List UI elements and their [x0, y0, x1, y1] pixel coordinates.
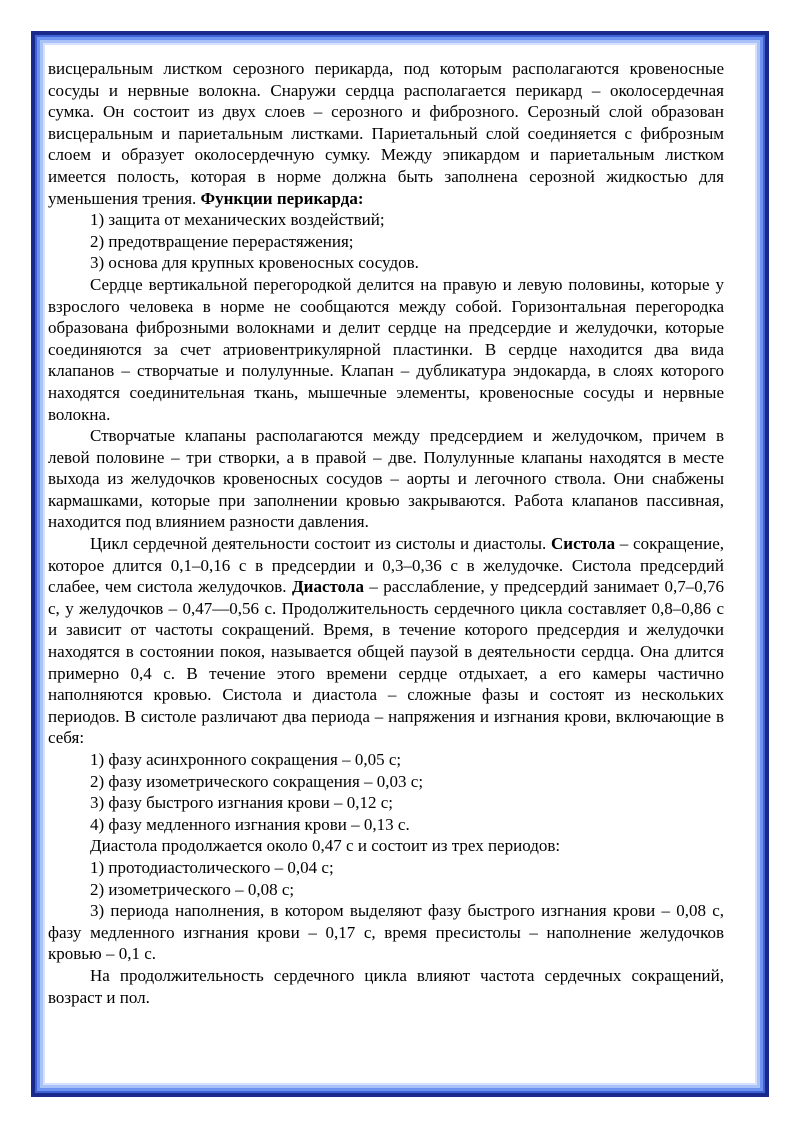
- bold-heading-pericardium-functions: Функции перикарда:: [200, 188, 364, 208]
- list-item: 1) протодиастолического – 0,04 с;: [90, 857, 334, 877]
- paragraph-text: – расслабление, у предсердий занимает 0,7–0,76 с, у желудочков – 0,47––0,56 с. Продолжительность сердечного цикла составляет 0,8–0,86 с и зависит от частоты сокращений. Время, в течение которого предсердия и желудочки находятся в состоянии покоя, называется общей паузой в деятельности сердца. Она длится примерно 0,4 с. В течение этого времени сердце отдыхает, а его камеры частично наполняются кровью. Систола и диастола – сложные фазы и состоят из нескольких периодов. В систоле различают два периода – напряжения и изгнания крови, включающие в себя:: [48, 577, 724, 748]
- list-item-filling-period: 3) периода наполнения, в котором выделяют фазу быстрого изгнания крови – 0,08 с, фазу медленного изгнания крови – 0,17 с, время пресистолы – наполнение желудочков кровью – 0,1 с.: [48, 901, 724, 964]
- list-item: 4) фазу медленного изгнания крови – 0,13 с.: [90, 814, 410, 834]
- paragraph-text: – сокращение, которое длится 0,1–0,16 с в предсердии и 0,3–0,36 с в желудочке. Систола предсердий слабее, чем систола желудочков.: [48, 534, 724, 597]
- paragraph-diastole-intro: Диастола продолжается около 0,47 с и состоит из трех периодов:: [90, 836, 561, 856]
- bold-term-systole: Систола: [551, 534, 616, 554]
- list-item: 1) защита от механических воздействий;: [90, 210, 385, 230]
- paragraph-septum: Сердце вертикальной перегородкой делится на правую и левую половины, которые у взрослого человека в норме не сообщаются между собой. Горизонтальная перегородка образована фиброзными волокнами и делит сердце на предсердие и желудочки, которые соединяются за счет атриовентрикулярной пластинки. В сердце находится два вида клапанов – створчатые и полулунные. Клапан – дубликатура эндокарда, в слоях которого находятся соединительная ткань, мышечные элементы, кровеносные сосуды и нервные волокна.: [48, 274, 724, 424]
- paragraph-text: висцеральным листком серозного перикарда, под которым располагаются кровеносные сосуды и нервные волокна. Снаружи сердца располагается перикард – околосердечная сумка. Он состоит из двух слоев – серозного и фиброзного. Серозный слой образован висцеральным и париетальным листками. Париетальный слой соединяется с фиброзным слоем и образует околосердечную сумку. Между эпикардом и париетальным листком имеется полость, которая в норме должна быть заполнена серозной жидкостью для уменьшения трения.: [48, 59, 724, 208]
- paragraph-valves: Створчатые клапаны располагаются между предсердием и желудочком, причем в левой половине – три створки, а в правой – две. Полулунные клапаны находятся в месте выхода из желудочков кровеносных сосудов – аорты и легочного ствола. Они снабжены кармашками, которые при заполнении кровью закрываются. Работа клапанов пассивная, находится под влиянием разности давления.: [48, 426, 724, 532]
- list-item: 2) фазу изометрического сокращения – 0,03 с;: [90, 771, 424, 791]
- bold-term-diastole: Диастола: [291, 577, 364, 597]
- paragraph-cycle-factors: На продолжительность сердечного цикла влияют частота сердечных сокращений, возраст и пол.: [48, 965, 724, 1007]
- list-item: 3) основа для крупных кровеносных сосудов.: [90, 253, 419, 273]
- list-item: 2) предотвращение перерастяжения;: [90, 231, 354, 251]
- list-item: 2) изометрического – 0,08 с;: [90, 879, 295, 899]
- paragraph-pericardium: [48, 58, 724, 209]
- list-item: 1) фазу асинхронного сокращения – 0,05 с;: [90, 750, 402, 769]
- paragraph-cardiac-cycle: [48, 533, 724, 749]
- list-item: 3) фазу быстрого изгнания крови – 0,12 с;: [90, 793, 393, 813]
- document-body: [48, 58, 724, 1008]
- paragraph-text: Цикл сердечной деятельности состоит из систолы и диастолы.: [90, 534, 552, 554]
